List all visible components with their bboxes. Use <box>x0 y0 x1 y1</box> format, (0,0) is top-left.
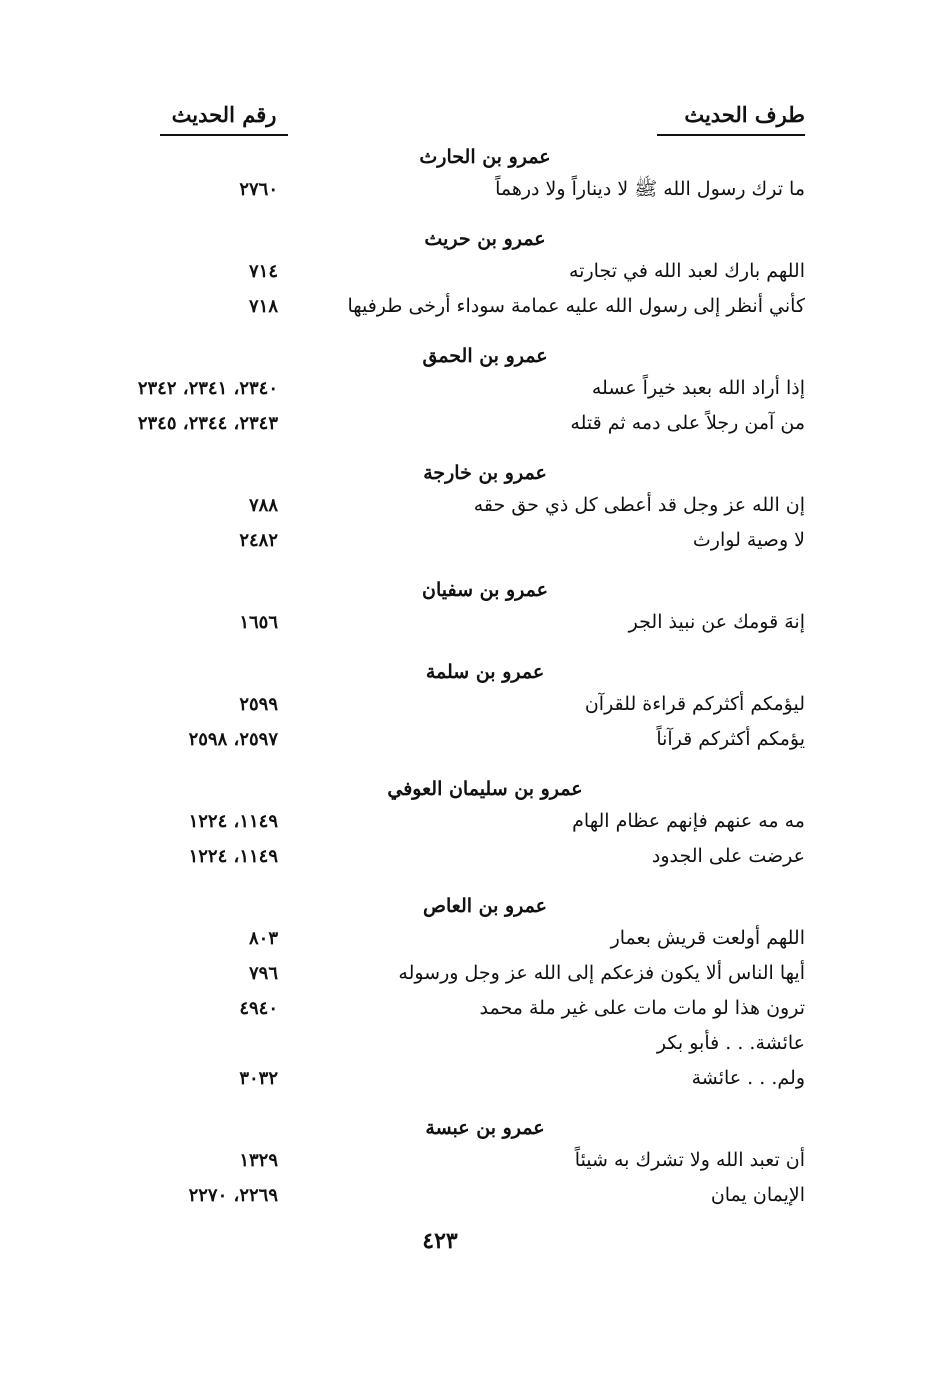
hadith-opening-text: أن تعبد الله ولا تشرك به شيئاً <box>574 1149 805 1171</box>
group-spacer <box>105 874 805 891</box>
number-column-header: رقم الحديث <box>160 100 288 136</box>
hadith-opening-text: ولم. . . عائشة <box>691 1067 805 1089</box>
hadith-opening-text: إذا أراد الله بعبد خيراً عسله <box>591 377 805 399</box>
hadith-entry-row <box>105 406 805 441</box>
narrator-group <box>105 891 805 1096</box>
narrator-group <box>105 657 805 757</box>
hadith-entry-row <box>105 687 805 722</box>
narrator-heading: عمرو بن سفيان <box>422 579 548 601</box>
hadith-entry-row <box>105 1178 805 1213</box>
hadith-opening-text: لا وصية لوارث <box>692 529 805 551</box>
page-number: ٤٢٣ <box>422 1228 458 1254</box>
group-spacer <box>105 441 805 458</box>
hadith-numbers: ٨٠٣ <box>248 928 278 949</box>
hadith-entry-row <box>105 371 805 406</box>
hadith-entry-row <box>105 722 805 757</box>
hadith-opening-text: إن الله عز وجل قد أعطى كل ذي حق حقه <box>473 494 805 516</box>
narrator-group <box>105 458 805 558</box>
hadith-opening-text: اللهم أولعت قريش بعمار <box>610 927 805 949</box>
narrator-group <box>105 1113 805 1213</box>
hadith-entry-row <box>105 839 805 874</box>
hadith-entry-row <box>105 956 805 991</box>
narrator-heading: عمرو بن عبسة <box>425 1117 545 1139</box>
hadith-entry-row <box>105 1061 805 1096</box>
hadith-numbers: ١٣٢٩ <box>239 1150 278 1171</box>
hadith-entry-row <box>105 488 805 523</box>
hadith-entry-row <box>105 172 805 207</box>
hadith-column-header: طرف الحديث <box>657 100 805 136</box>
hadith-numbers: ١١٤٩، ١٢٢٤ <box>188 811 278 832</box>
hadith-index-list <box>105 142 805 1213</box>
hadith-entry-row <box>105 1143 805 1178</box>
hadith-numbers: ٧٨٨ <box>248 495 278 516</box>
hadith-opening-text: ما ترك رسول الله ﷺ لا ديناراً ولا درهماً <box>495 178 805 200</box>
hadith-opening-text: إنهَ قومك عن نبيذ الجر <box>628 611 805 633</box>
hadith-numbers: ٢٢٦٩، ٢٢٧٠ <box>188 1185 278 1206</box>
hadith-entry-row <box>105 254 805 289</box>
hadith-numbers: ٧٩٦ <box>248 963 278 984</box>
hadith-numbers: ٢٥٩٩ <box>239 694 278 715</box>
hadith-numbers: ١١٤٩، ١٢٢٤ <box>188 846 278 867</box>
group-spacer <box>105 1096 805 1113</box>
hadith-numbers: ٤٩٤٠ <box>239 998 278 1019</box>
hadith-entry-row <box>105 605 805 640</box>
hadith-opening-text: يؤمكم أكثركم قرآناً <box>656 728 805 750</box>
group-spacer <box>105 640 805 657</box>
hadith-opening-text: اللهم بارك لعبد الله في تجارته <box>569 260 805 282</box>
narrator-group <box>105 341 805 441</box>
hadith-numbers: ٧١٤ <box>248 261 278 282</box>
hadith-numbers: ٢٣٤٠، ٢٣٤١، ٢٣٤٢ <box>137 378 278 399</box>
hadith-entry-row <box>105 289 805 324</box>
narrator-heading: عمرو بن سلمة <box>425 661 545 683</box>
narrator-heading: عمرو بن العاص <box>423 895 547 917</box>
narrator-group <box>105 224 805 324</box>
group-spacer <box>105 324 805 341</box>
narrator-group <box>105 774 805 874</box>
narrator-group <box>105 142 805 207</box>
hadith-numbers: ٢٤٨٢ <box>239 530 278 551</box>
hadith-opening-text: ترون هذا لو مات مات على غير ملة محمد <box>479 997 805 1019</box>
hadith-numbers: ٢٥٩٧، ٢٥٩٨ <box>188 729 278 750</box>
hadith-entry-row <box>105 804 805 839</box>
narrator-group <box>105 575 805 640</box>
hadith-entry-row <box>105 523 805 558</box>
hadith-opening-text: كأني أنظر إلى رسول الله عليه عمامة سوداء أرخى طرفيها <box>347 295 805 317</box>
hadith-entry-row <box>105 1026 805 1061</box>
narrator-heading: عمرو بن الحمق <box>422 345 548 367</box>
hadith-entry-row <box>105 991 805 1026</box>
group-spacer <box>105 558 805 575</box>
narrator-heading: عمرو بن خارجة <box>423 462 547 484</box>
hadith-opening-text: أيها الناس ألا يكون فزعكم إلى الله عز وجل ورسوله <box>398 962 805 984</box>
hadith-opening-text: ليؤمكم أكثركم قراءة للقرآن <box>584 693 805 715</box>
narrator-heading: عمرو بن الحارث <box>419 146 551 168</box>
hadith-opening-text: عائشة. . . فأبو بكر <box>656 1032 805 1054</box>
hadith-numbers: ٣٠٣٢ <box>239 1068 278 1089</box>
hadith-numbers: ٢٣٤٣، ٢٣٤٤، ٢٣٤٥ <box>137 413 278 434</box>
hadith-entry-row <box>105 921 805 956</box>
hadith-opening-text: مه مه عنهم فإنهم عظام الهام <box>572 810 805 832</box>
hadith-numbers: ٧١٨ <box>248 296 278 317</box>
hadith-numbers: ٢٧٦٠ <box>239 179 278 200</box>
hadith-numbers: ١٦٥٦ <box>239 612 278 633</box>
narrator-heading: عمرو بن حريث <box>424 228 546 250</box>
group-spacer <box>105 207 805 224</box>
hadith-opening-text: الإيمان يمان <box>710 1184 805 1206</box>
hadith-opening-text: عرضت على الجدود <box>651 845 805 867</box>
group-spacer <box>105 757 805 774</box>
hadith-opening-text: من آمن رجلاً على دمه ثم قتله <box>570 412 805 434</box>
narrator-heading: عمرو بن سليمان العوفي <box>387 778 583 800</box>
